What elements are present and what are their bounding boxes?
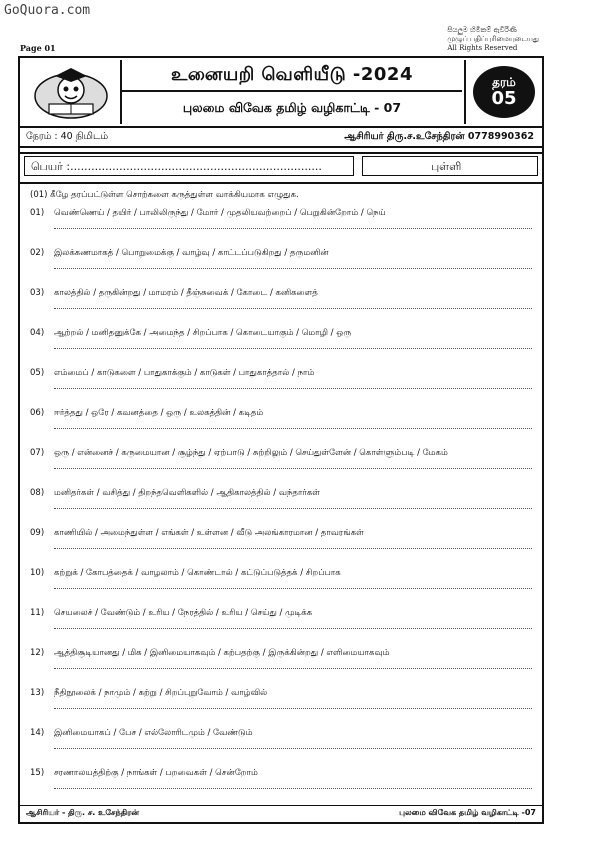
- question-number: 10): [30, 568, 45, 578]
- answer-line[interactable]: [54, 628, 532, 629]
- question-words: நீதிநூலைக் / நாமும் / கற்று / சிறப்புறுவோம் / வாழ்வில்: [54, 688, 268, 698]
- question-item: [30, 448, 535, 480]
- question-words: இனிமையாகப் / பேச / எல்லோரிடமும் / வேண்டும்: [54, 728, 253, 738]
- question-item: [30, 688, 535, 720]
- question-words: எம்மைப் / காடுகளை / பாதுகாக்கும் / காடுகள் / பாதுகாத்தால் / நாம்: [54, 368, 315, 378]
- grade-badge: [473, 66, 535, 118]
- teacher-contact: ஆசிரியர் திரு.ச.உசேந்திரன் 0778990362: [344, 131, 534, 142]
- answer-line[interactable]: [54, 748, 532, 749]
- question-item: [30, 408, 535, 440]
- question-instruction: (01) கீழே தரப்பட்டுள்ள சொற்களை கருத்துள்ள வாக்கியமாக எழுதுக.: [30, 190, 299, 200]
- question-item: [30, 248, 535, 280]
- worksheet-frame: [18, 56, 544, 824]
- rights-sinhala: සියලුම හිමිකම් ඇවිරිණි: [447, 26, 517, 34]
- question-item: [30, 288, 535, 320]
- question-number: 06): [30, 408, 45, 418]
- question-item: [30, 528, 535, 560]
- question-words: ஈர்த்தது / ஒரே / கவனத்தை / ஒரு / உலகத்தின் / கடிதம்: [54, 408, 264, 418]
- rights-notice: [447, 26, 539, 53]
- question-words: ஆற்றல் / மனிதனுக்கே / அமைந்த / சிறப்பாக / கொடையாகும் / மொழி / ஒரு: [54, 328, 352, 338]
- rights-english: All Rights Reserved: [447, 44, 518, 52]
- question-item: [30, 728, 535, 760]
- grade-box: [464, 60, 542, 124]
- question-words: ஒரு / என்னைச் / கருமையான / சூழ்ந்து / ஏற்பாடு / சுற்றிலும் / செய்துள்ளேன் / கொள்ளும்படி / மேகம்: [54, 448, 448, 458]
- answer-line[interactable]: [54, 308, 532, 309]
- question-number: 08): [30, 488, 45, 498]
- footer-teacher: ஆசிரியர் - திரு. ச. உசேந்திரன்: [26, 808, 140, 817]
- question-item: [30, 568, 535, 600]
- question-item: [30, 328, 535, 360]
- question-item: [30, 208, 535, 240]
- question-words: ஆத்திசூடியானது / மிக / இனிமையாகவும் / கற்பதற்கு / இருக்கின்றது / எளிமையாகவும்: [54, 648, 390, 658]
- worksheet-header: [20, 58, 542, 128]
- answer-line[interactable]: [54, 708, 532, 709]
- guide-subtitle: புலமை விவேக தமிழ் வழிகாட்டி - 07: [182, 100, 402, 115]
- question-number: 09): [30, 528, 45, 538]
- question-number: 04): [30, 328, 45, 338]
- title-box: [122, 60, 462, 124]
- question-words: காலத்தில் / தருகின்றது / மாமரம் / தீஞ்சுவைக் / கோடை / கனிகளைத்: [54, 288, 318, 298]
- question-words: சரணாலயத்திற்கு / நாங்கள் / பறவைகள் / சென்றோம்: [54, 768, 258, 778]
- marks-field[interactable]: புள்ளி: [362, 156, 538, 176]
- rights-tamil: முழுப் பதிப்புரிமையுடையது: [447, 35, 539, 43]
- answer-line[interactable]: [54, 428, 532, 429]
- question-item: [30, 768, 535, 800]
- question-number: 14): [30, 728, 45, 738]
- answer-line[interactable]: [54, 788, 532, 789]
- answer-line[interactable]: [54, 468, 532, 469]
- question-words: செயலைச் / வேண்டும் / உரிய / நேரத்தில் / உரிய / செய்து / முடிக்க: [54, 608, 313, 618]
- answer-line[interactable]: [54, 268, 532, 269]
- answer-line[interactable]: [54, 348, 532, 349]
- question-number: 03): [30, 288, 45, 298]
- grade-label: தரம்: [492, 75, 516, 89]
- question-number: 12): [30, 648, 45, 658]
- grade-number: 05: [491, 88, 517, 109]
- question-item: [30, 368, 535, 400]
- watermark: GoQuora.com: [4, 3, 91, 18]
- question-number: 15): [30, 768, 45, 778]
- question-words: மனிதர்கள் / வசித்து / திறந்தவெளிகளில் / ஆதிகாலத்தில் / வந்தார்கள்: [54, 488, 320, 498]
- question-number: 01): [30, 208, 45, 218]
- answer-line[interactable]: [54, 548, 532, 549]
- info-row: [20, 128, 542, 148]
- name-row: [20, 152, 542, 184]
- question-item: [30, 608, 535, 640]
- footer-guide-title: புலமை விவேக தமிழ் வழிகாட்டி -07: [399, 808, 536, 817]
- answer-line[interactable]: [54, 668, 532, 669]
- question-words: வெண்ணெய் / தயிர் / பாலிலிருந்து / மோர் / முதலியவற்றைப் / பெறுகின்றோம் / நெய்: [54, 208, 386, 218]
- answer-line[interactable]: [54, 388, 532, 389]
- question-words: கற்றுக் / கோபத்தைக் / வாழலாம் / கொண்டால் / கட்டுப்படுத்தக் / சிறப்பாக: [54, 568, 341, 578]
- question-item: [30, 648, 535, 680]
- page-footer: [20, 805, 542, 822]
- question-words: இலக்கணமாகத் / பொறுமைக்கு / வாழ்வு / காட்டப்படுகிறது / தருமனின்: [54, 248, 329, 258]
- answer-line[interactable]: [54, 508, 532, 509]
- question-number: 07): [30, 448, 45, 458]
- name-field[interactable]: பெயர் :........................................................................: [24, 156, 354, 176]
- time-allowed: நேரம் : 40 நிமிடம்: [26, 131, 109, 142]
- question-words: காணியில் / அமைந்துள்ள / எங்கள் / உள்ளன / வீடு அலங்காரமான / தாவரங்கள்: [54, 528, 364, 538]
- question-number: 02): [30, 248, 45, 258]
- question-number: 11): [30, 608, 45, 618]
- answer-line[interactable]: [54, 588, 532, 589]
- answer-line[interactable]: [54, 228, 532, 229]
- question-item: [30, 488, 535, 520]
- question-number: 13): [30, 688, 45, 698]
- publication-title: உனையறி வெளியீடு -2024: [122, 60, 462, 92]
- page-number: Page 01: [20, 43, 56, 53]
- scholar-mascot-icon: [22, 60, 122, 124]
- question-number: 05): [30, 368, 45, 378]
